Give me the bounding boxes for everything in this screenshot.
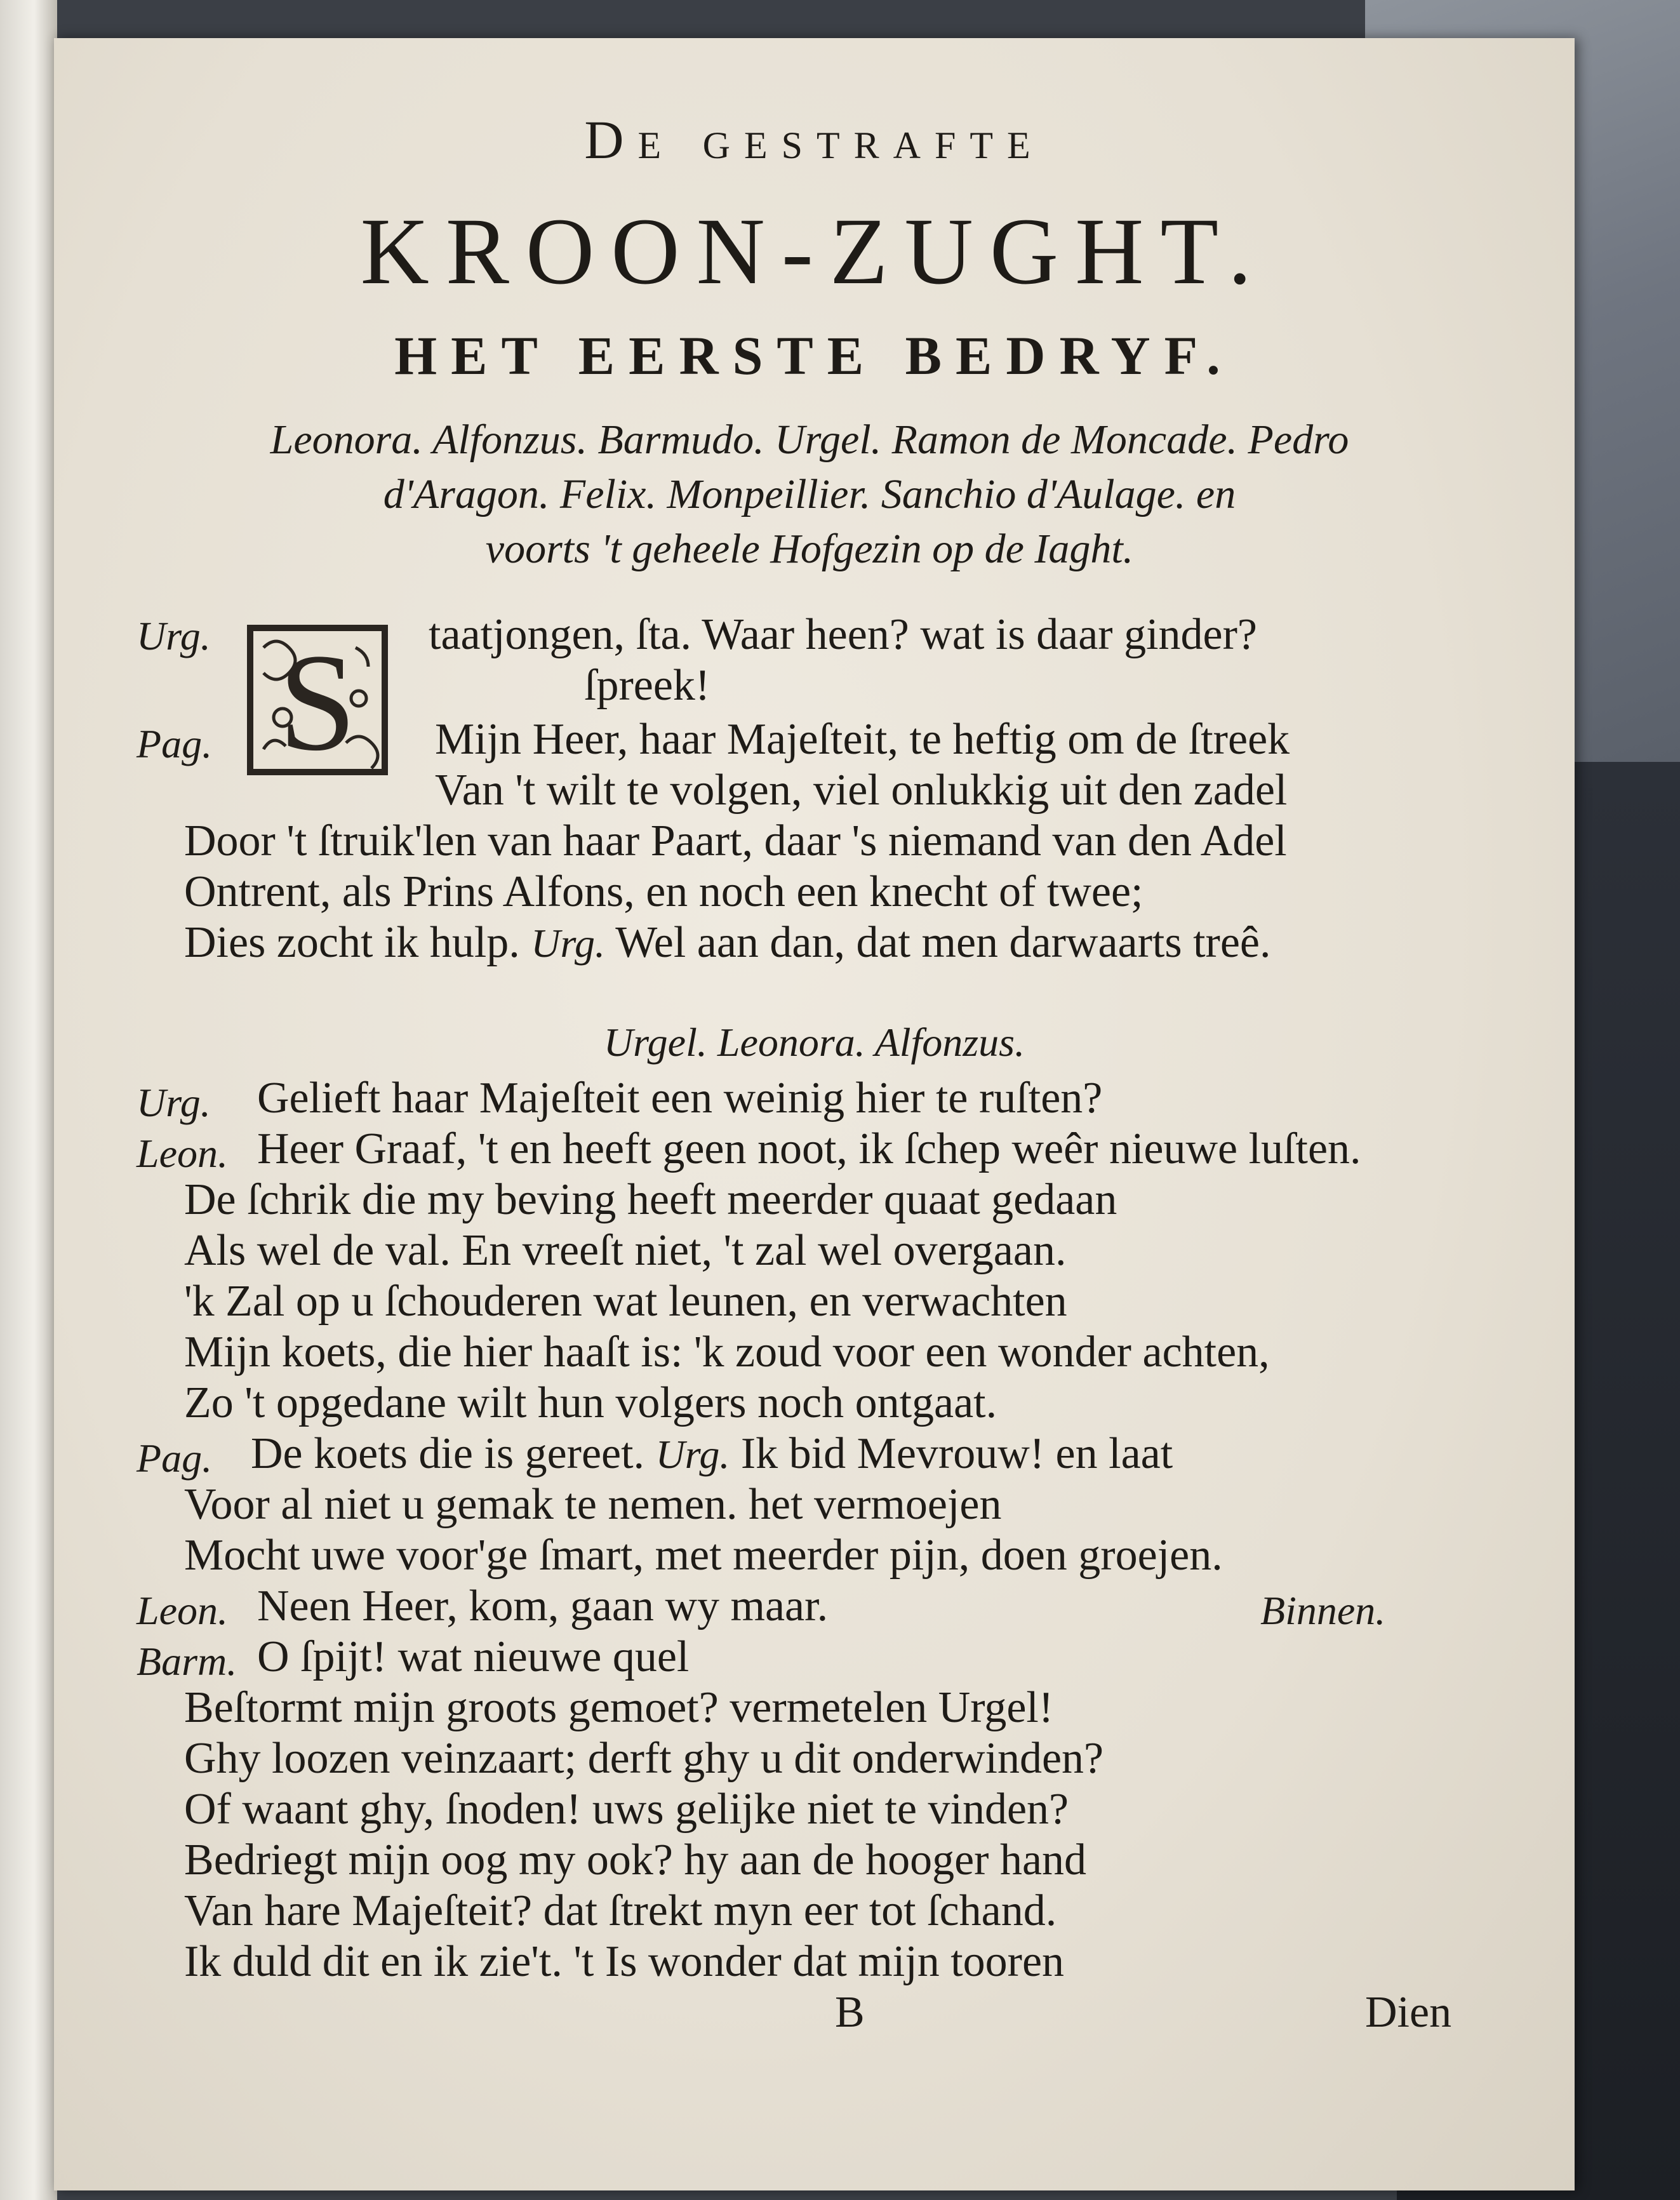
signature-mark: B: [835, 1988, 865, 2037]
verse-line: Ghy loozen veinzaart; derft ghy u dit onderwinden?: [184, 1734, 1104, 1783]
verse-text: Ik bid Mevrouw! en laat: [740, 1429, 1173, 1478]
verse-line: Heer Graaf, 't en heeft geen noot, ik ſchep weêr nieuwe luſten.: [257, 1124, 1361, 1173]
act-title: HET EERSTE BEDRYF.: [394, 325, 1234, 386]
catchword: Dien: [1365, 1988, 1452, 2037]
adjacent-page-edge: [0, 0, 57, 2200]
decorated-initial-letter: [244, 622, 390, 778]
svg-text:S: S: [278, 625, 357, 778]
speaker-label: Urg.: [531, 921, 606, 966]
cast-line: d'Aragon. Felix. Monpeillier. Sanchio d'Aulage. en: [383, 471, 1236, 517]
verse-line: Mijn Heer, haar Majeſteit, te heftig om de ſtreek: [435, 715, 1290, 764]
verse-line: Voor al niet u gemak te nemen. het vermoejen: [184, 1480, 1002, 1529]
verse-line: Bedriegt mijn oog my ook? hy aan de hooger hand: [184, 1836, 1087, 1884]
speaker-label: Urg.: [137, 613, 211, 658]
verse-line: Van 't wilt te volgen, viel onlukkig uit den zadel: [435, 766, 1288, 815]
verse-line: 'k Zal op u ſchouderen wat leunen, en verwachten: [184, 1277, 1067, 1326]
verse-line: Mijn koets, die hier haaſt is: 'k zoud voor een wonder achten,: [184, 1328, 1270, 1377]
speaker-label: Urg.: [655, 1432, 730, 1477]
speaker-label: Pag.: [137, 721, 213, 766]
verse-line: Beſtormt mijn groots gemoet? vermetelen Urgel!: [184, 1683, 1054, 1732]
verse-text: Wel aan dan, dat men darwaarts treê.: [615, 918, 1271, 967]
cast-line: Leonora. Alfonzus. Barmudo. Urgel. Ramon de Moncade. Pedro: [270, 417, 1349, 463]
stage-direction: Binnen.: [1260, 1588, 1386, 1633]
cast-line: voorts 't geheele Hofgezin op de Iaght.: [485, 526, 1134, 572]
verse-line: Ik duld dit en ik zie't. 't Is wonder dat mijn tooren: [184, 1937, 1065, 1986]
verse-line: ſpreek!: [584, 661, 710, 710]
verse-line: Neen Heer, kom, gaan wy maar.: [257, 1582, 829, 1630]
verse-line: Van hare Majeſteit? dat ſtrekt myn eer tot ſchand.: [184, 1886, 1057, 1935]
play-title: KROON-ZUGHT.: [360, 199, 1269, 304]
verse-line: Zo 't opgedane wilt hun volgers noch ontgaat.: [184, 1378, 997, 1427]
verse-line: [184, 917, 1271, 969]
speaker-label: Barm.: [137, 1639, 237, 1684]
verse-text: Dies zocht ik hulp.: [184, 918, 520, 967]
speaker-label: Leon.: [137, 1131, 228, 1176]
speaker-label: Urg.: [137, 1080, 211, 1125]
scene-heading: Urgel. Leonora. Alfonzus.: [603, 1020, 1025, 1065]
speaker-label: Leon.: [137, 1588, 228, 1633]
verse-line: Door 't ſtruik'len van haar Paart, daar 's niemand van den Adel: [184, 817, 1287, 865]
book-page: [54, 38, 1575, 2190]
speaker-label: Pag.: [137, 1436, 213, 1481]
verse-line: Mocht uwe voor'ge ſmart, met meerder pijn, doen groejen.: [184, 1531, 1223, 1580]
verse-line: Gelieft haar Majeſteit een weinig hier te ruſten?: [257, 1074, 1103, 1123]
verse-line: Als wel de val. En vreeſt niet, 't zal wel overgaan.: [184, 1226, 1067, 1275]
running-title: De gestrafte: [584, 109, 1044, 170]
verse-line: Ontrent, als Prins Alfons, en noch een knecht of twee;: [184, 867, 1143, 916]
verse-line: O ſpijt! wat nieuwe quel: [257, 1632, 690, 1681]
verse-text: De koets die is gereet.: [251, 1429, 645, 1478]
verse-line: Of waant ghy, ſnoden! uws gelijke niet te vinden?: [184, 1785, 1069, 1834]
verse-line: [251, 1429, 1173, 1480]
verse-line: taatjongen, ſta. Waar heen? wat is daar ginder?: [429, 610, 1257, 659]
verse-line: De ſchrik die my beving heeft meerder quaat gedaan: [184, 1175, 1117, 1224]
cast-list: [143, 413, 1476, 577]
